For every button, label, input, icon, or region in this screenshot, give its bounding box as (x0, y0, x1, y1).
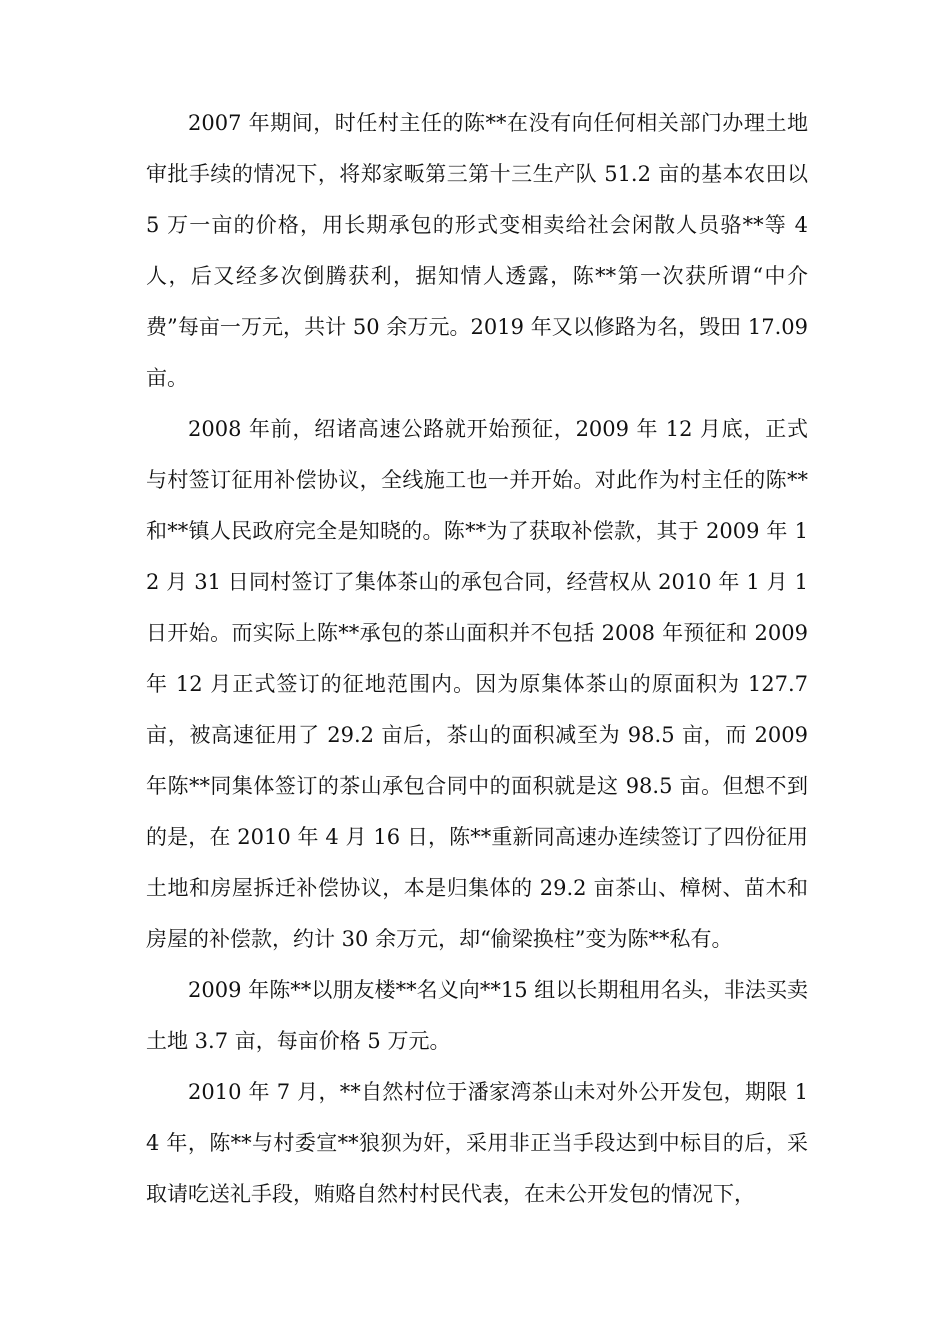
paragraph-2008-expressway: 2008 年前，绍诸高速公路就开始预征，2009 年 12 月底，正式与村签订征用补偿协议，全线施工也一并开始。对此作为村主任的陈**和**镇人民政府完全是知晓的。陈**为了获取补偿款，其于 2009 年 12 月 31 日同村签订了集体茶山的承包合同，经营权从 2010 年 1 月 1 日开始。而实际上陈**承包的茶山面积并不包括 2008 年预征和 2009 年 12 月正式签订的征地范围内。因为原集体茶山的原面积为 127.7 亩，被高速征用了 29.2 亩后，茶山的面积减至为 98.5 亩，而 2009 年陈**同集体签订的茶山承包合同中的面积就是这 98.5 亩。但想不到的是，在 2010 年 4 月 16 日，陈**重新同高速办连续签订了四份征用土地和房屋拆迁补偿协议，本是归集体的 29.2 亩茶山、樟树、苗木和房屋的补偿款，约计 30 余万元，却“偷梁换柱”变为陈**私有。 (146, 417, 808, 951)
paragraph-2007-farmland: 2007 年期间，时任村主任的陈**在没有向任何相关部门办理土地审批手续的情况下，将郑家畈第三第十三生产队 51.2 亩的基本农田以 5 万一亩的价格，用长期承包的形式变相卖给社会闲散人员骆**等 4 人，后又经多次倒腾获利，据知情人透露，陈**第一次获所谓“中介费”每亩一万元，共计 50 余万元。2019 年又以修路为名，毁田 17.09 亩。 (146, 111, 808, 390)
document-body (146, 98, 808, 1220)
paragraph-2010-tea-hill: 2010 年 7 月，**自然村位于潘家湾茶山未对外公开发包，期限 14 年，陈**与村委宣**狼狈为奸，采用非正当手段达到中标目的后，采取请吃送礼手段，贿赂自然村村民代表，在未公开发包的情况下， (146, 1080, 808, 1206)
paragraph-2009-land-sale: 2009 年陈**以朋友楼**名义向**15 组以长期租用名头，非法买卖土地 3.7 亩，每亩价格 5 万元。 (146, 978, 808, 1053)
